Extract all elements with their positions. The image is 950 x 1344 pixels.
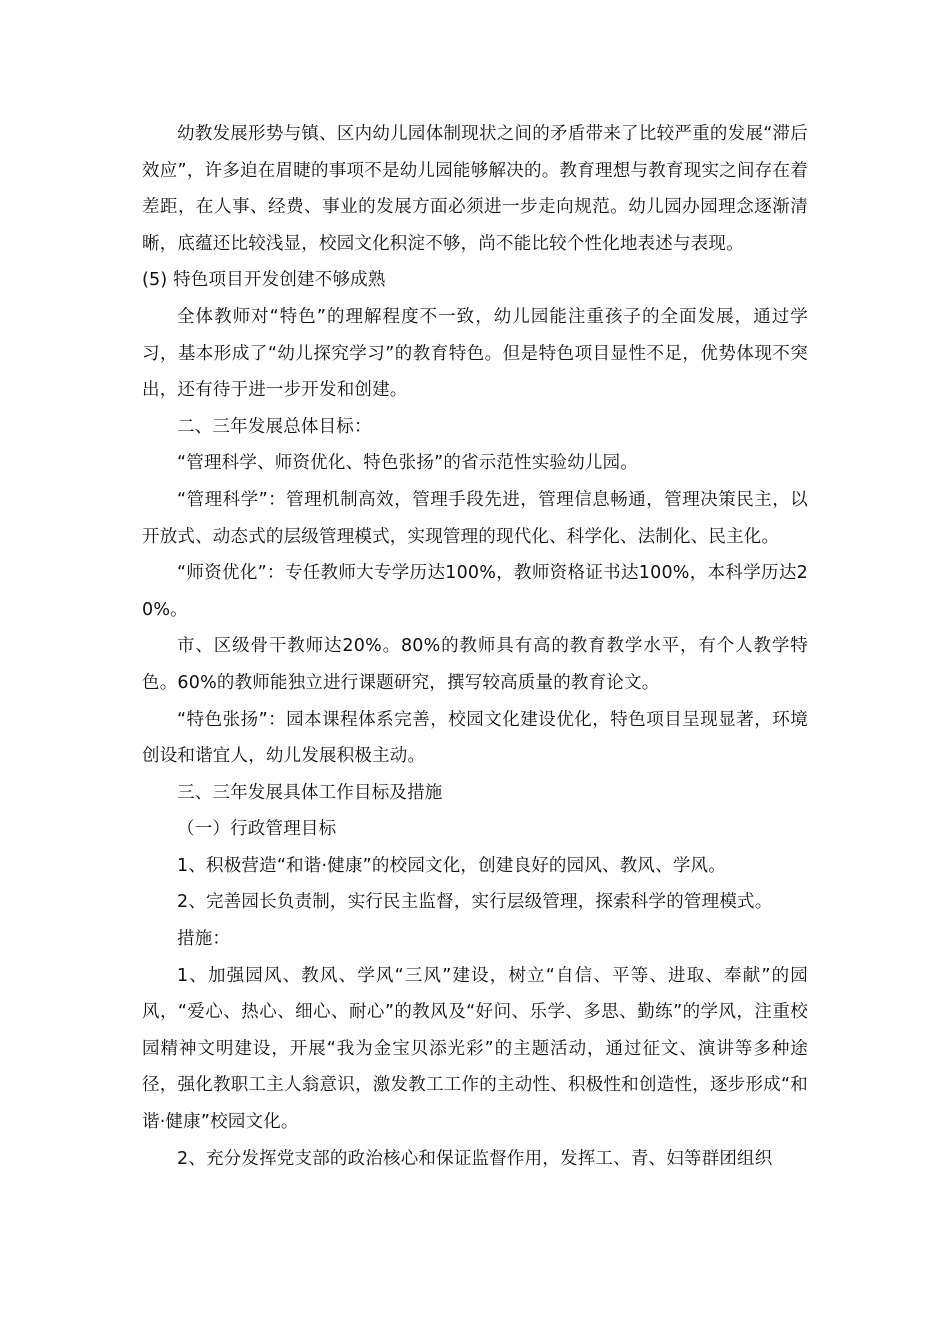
subheading-feature-project: (5) 特色项目开发创建不够成熟 xyxy=(142,270,386,291)
list-item-campus-culture: 1、积极营造“和谐·健康”的校园文化，创建良好的园风、教风、学风。 xyxy=(177,855,726,876)
list-item-party-branch: 2、充分发挥党支部的政治核心和保证监督作用，发挥工、青、妇等群团组织 xyxy=(177,1148,773,1169)
list-item-three-styles: 1、加强园风、教风、学风“三风”建设，树立“自信、平等、进取、奉献”的园风，“爱心、热心、细心、耐心”的教风及“好问、乐学、多思、勤练”的学风，注重校园精神文明建设，开展“我为金宝贝添光彩”的主题活动，通过征文、演讲等多种途径，强化教职工主人翁意识，激发教工工作的主动性、积极性和创造性，逐步形成“和谐·健康”校园文化。 xyxy=(142,965,808,1133)
paragraph-goal-statement: “管理科学、师资优化、特色张扬”的省示范性实验幼儿园。 xyxy=(177,453,639,474)
paragraph-feature-understanding: 全体教师对“特色”的理解程度不一致，幼儿园能注重孩子的全面发展，通过学习，基本形成了“幼儿探究学习”的教育特色。但是特色项目显性不足，优势体现不突出，还有待于进一步开发和创建。 xyxy=(142,306,808,401)
heading-admin-goals: （一）行政管理目标 xyxy=(177,819,337,840)
paragraph-backbone-teachers: 市、区级骨干教师达20%。80%的教师具有高的教育教学水平，有个人教学特色。60%的教师能独立进行课题研究，撰写较高质量的教育论文。 xyxy=(142,636,808,693)
list-item-principal-responsibility: 2、完善园长负责制，实行民主监督，实行层级管理，探索科学的管理模式。 xyxy=(177,892,773,913)
paragraph-management-science: “管理科学”：管理机制高效，管理手段先进，管理信息畅通，管理决策民主，以开放式、动态式的层级管理模式，实现管理的现代化、科学化、法制化、民主化。 xyxy=(142,489,808,547)
heading-measures: 措施： xyxy=(177,929,231,950)
heading-overall-goal: 二、三年发展总体目标： xyxy=(177,416,372,437)
paragraph-teacher-optimization: “师资优化”：专任教师大专学历达100%，教师资格证书达100%，本科学历达20%。 xyxy=(142,563,808,620)
heading-specific-goals: 三、三年发展具体工作目标及措施 xyxy=(177,782,443,803)
paragraph-development-lag: 幼教发展形势与镇、区内幼儿园体制现状之间的矛盾带来了比较严重的发展“滞后效应”，许多迫在眉睫的事项不是幼儿园能够解决的。教育理想与教育现实之间存在着差距，在人事、经费、事业的发展方面必须进一步走向规范。幼儿园办园理念逐渐清晰，底蕴还比较浅显，校园文化积淀不够，尚不能比较个性化地表述与表现。 xyxy=(142,124,808,254)
paragraph-feature-promotion: “特色张扬”：园本课程体系完善，校园文化建设优化，特色项目呈现显著，环境创设和谐宜人，幼儿发展积极主动。 xyxy=(142,709,808,767)
document-body xyxy=(142,116,808,1177)
